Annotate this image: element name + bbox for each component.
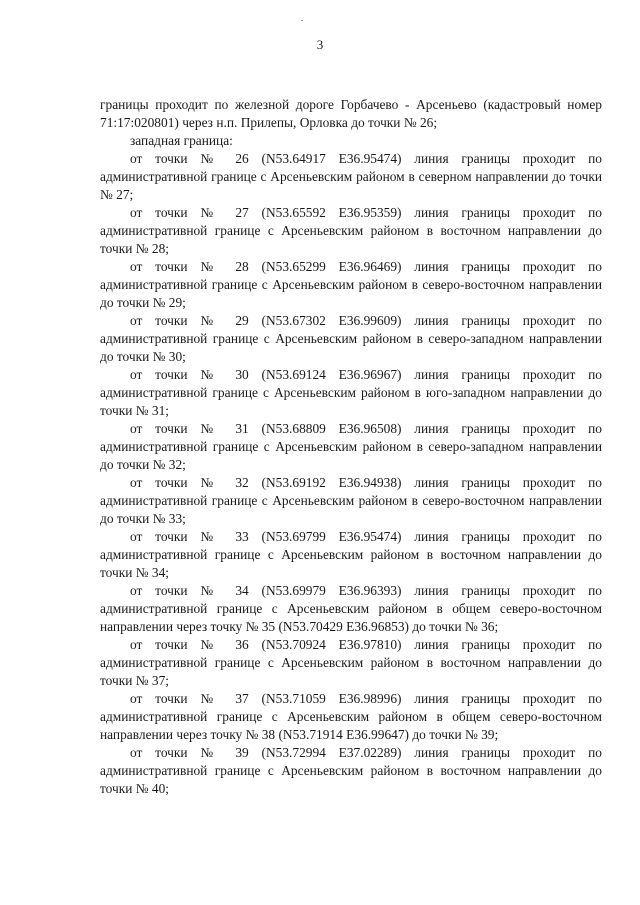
boundary-point-29: от точки № 29 (N53.67302 E36.99609) линия границы проходит по административной границе с Арсеньевским районом в северо-западном направлении до точки № 30;: [100, 313, 602, 364]
boundary-point-27: от точки № 27 (N53.65592 E36.95359) линия границы проходит по административной границе с Арсеньевским районом в восточном направлении до точки № 28;: [100, 205, 602, 256]
boundary-point-32: от точки № 32 (N53.69192 E36.94938) линия границы проходит по административной границе с Арсеньевским районом в северо-восточном направлении до точки № 33;: [100, 475, 602, 526]
boundary-point-33: от точки № 33 (N53.69799 E36.95474) линия границы проходит по административной границе с Арсеньевским районом в восточном направлении до точки № 34;: [100, 529, 602, 580]
boundary-point-31: от точки № 31 (N53.68809 E36.96508) линия границы проходит по административной границе с Арсеньевским районом в северо-западном направлении до точки № 32;: [100, 421, 602, 472]
boundary-point-34: от точки № 34 (N53.69979 E36.96393) линия границы проходит по административной границе с Арсеньевским районом в общем северо-восточном направлении через точку № 35 (N53.70429 E36.96853) до точки № 36;: [100, 583, 602, 634]
boundary-point-30: от точки № 30 (N53.69124 E36.96967) линия границы проходит по административной границе с Арсеньевским районом в юго-западном направлении до точки № 31;: [100, 367, 602, 418]
boundary-point-36: от точки № 36 (N53.70924 E36.97810) линия границы проходит по административной границе с Арсеньевским районом в восточном направлении до точки № 37;: [100, 637, 602, 688]
boundary-point-26: от точки № 26 (N53.64917 E36.95474) линия границы проходит по административной границе с Арсеньевским районом в северном направлении до точки № 27;: [100, 151, 602, 202]
boundary-point-28: от точки № 28 (N53.65299 E36.96469) линия границы проходит по административной границе с Арсеньевским районом в северо-восточном направлении до точки № 29;: [100, 259, 602, 310]
paragraph-continuation: границы проходит по железной дороге Горбачево - Арсеньево (кадастровый номер 71:17:020801) через н.п. Прилепы, Орловка до точки № 26;: [100, 97, 602, 130]
page-number: 3: [316, 37, 324, 52]
document-body: [100, 96, 602, 798]
boundary-point-39: от точки № 39 (N53.72994 E37.02289) линия границы проходит по административной границе с Арсеньевским районом в восточном направлении до точки № 40;: [100, 745, 602, 796]
scan-speck: [301, 20, 303, 21]
section-heading-western-boundary: западная граница:: [130, 133, 233, 148]
boundary-point-37: от точки № 37 (N53.71059 E36.98996) линия границы проходит по административной границе с Арсеньевским районом в общем северо-восточном направлении через точку № 38 (N53.71914 E36.99647) до точки № 39;: [100, 691, 602, 742]
